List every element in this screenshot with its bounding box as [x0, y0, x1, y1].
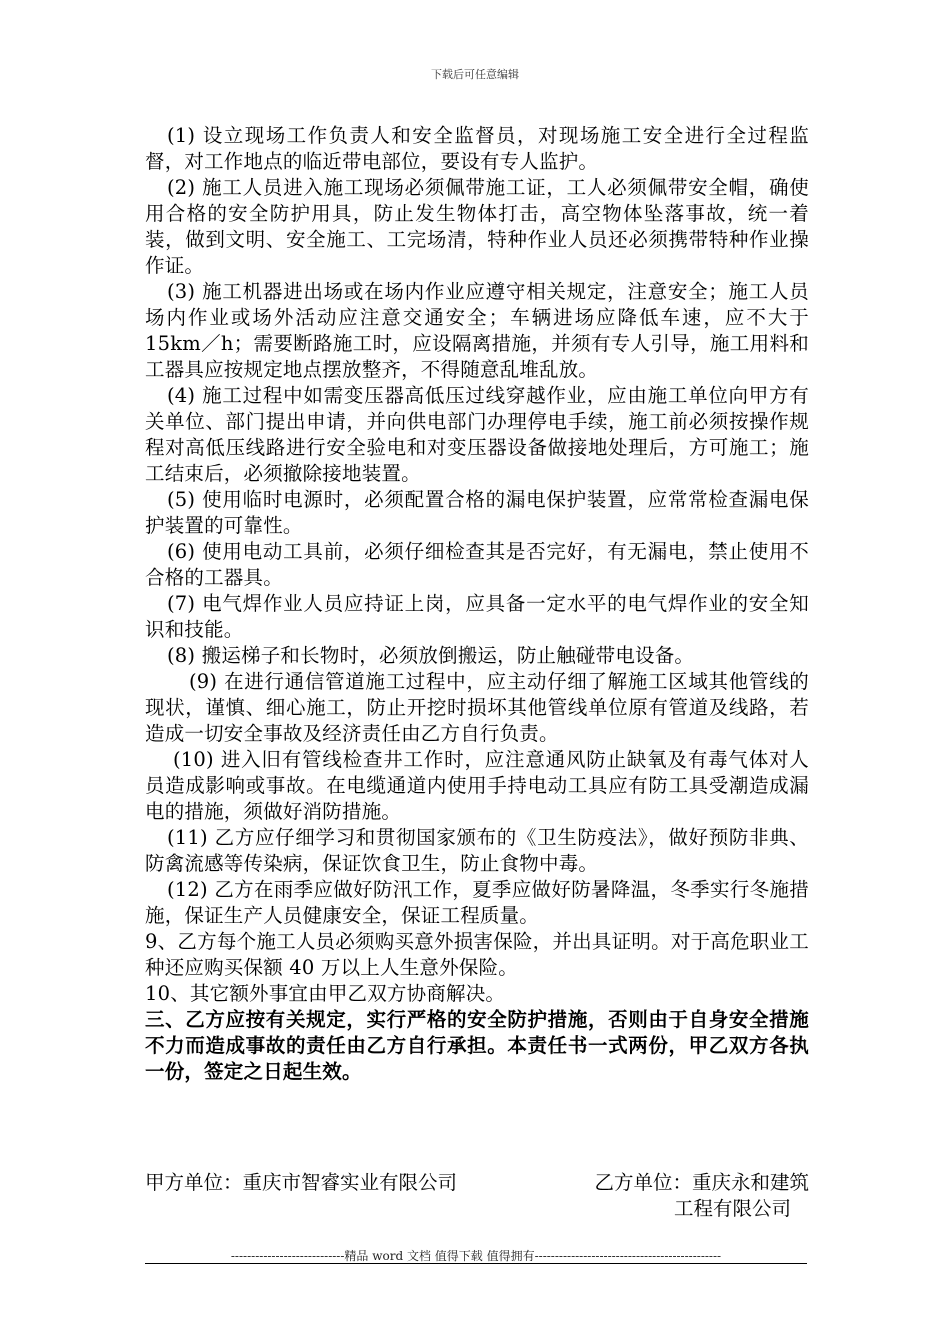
clause-8: (8) 搬运梯子和长物时，必须放倒搬运，防止触碰带电设备。: [167, 644, 695, 667]
page-footer: ----------------------------精品 word 文档 值得下载 值得拥有----------------------------------------------: [230, 1249, 722, 1263]
item-10-other: 10、其它额外事宜由甲乙双方协商解决。: [145, 982, 506, 1005]
footer-divider: [145, 1263, 807, 1264]
clause-7: (7) 电气焊作业人员应持证上岗，应具备一定水平的电气焊作业的安全知识和技能。: [145, 592, 809, 641]
signature-block: [145, 1170, 809, 1222]
clause-2: (2) 施工人员进入施工现场必须佩带施工证，工人必须佩带安全帽，确使用合格的安全防护用具，防止发生物体打击，高空物体坠落事故，统一着装，做到文明、安全施工、工完场清，特种作业人员还必须携带特种作业操作证。: [145, 176, 809, 277]
party-a: 甲方单位：重庆市智睿实业有限公司: [145, 1171, 458, 1194]
party-b-line2: 工程有限公司: [673, 1197, 791, 1220]
clause-12: (12) 乙方在雨季应做好防汛工作，夏季应做好防暑降温，冬季实行冬施措施，保证生产人员健康安全，保证工程质量。: [145, 878, 809, 927]
clause-1: (1) 设立现场工作负责人和安全监督员，对现场施工安全进行全过程监督，对工作地点的临近带电部位，要设有专人监护。: [145, 124, 809, 173]
clause-5: (5) 使用临时电源时，必须配置合格的漏电保护装置，应常常检查漏电保护装置的可靠性。: [145, 488, 809, 537]
clause-10: (10) 进入旧有管线检查井工作时，应注意通风防止缺氧及有毒气体对人员造成影响或事故。在电缆通道内使用手持电动工具应有防工具受潮造成漏电的措施，须做好消防措施。: [145, 748, 809, 823]
party-b-line1: 乙方单位：重庆永和建筑: [594, 1171, 809, 1194]
clause-6: (6) 使用电动工具前，必须仔细检查其是否完好，有无漏电，禁止使用不合格的工器具。: [145, 540, 809, 589]
item-9-insurance: 9、乙方每个施工人员必须购买意外损害保险，并出具证明。对于高危职业工种还应购买保额 40 万以上人生意外保险。: [145, 930, 809, 979]
section-3-bold: 三、乙方应按有关规定，实行严格的安全防护措施，否则由于自身安全措施不力而造成事故的责任由乙方自行承担。本责任书一式两份，甲乙双方各执一份，签定之日起生效。: [145, 1008, 809, 1083]
clause-9: (9) 在进行通信管道施工过程中，应主动仔细了解施工区域其他管线的现状，谨慎、细心施工，防止开挖时损坏其他管线单位原有管道及线路，若造成一切安全事故及经济责任由乙方自行负责。: [145, 670, 809, 745]
clause-3: (3) 施工机器进出场或在场内作业应遵守相关规定，注意安全；施工人员场内作业或场外活动应注意交通安全；车辆进场应降低车速，应不大于 15km／h；需要断路施工时，应设隔离措施，并须有专人引导，施工用料和工器具应按规定地点摆放整齐，不得随意乱堆乱放。: [145, 280, 809, 381]
page-header: 下载后可任意编辑: [431, 68, 519, 81]
document-body: [145, 123, 809, 1085]
clause-11: (11) 乙方应仔细学习和贯彻国家颁布的《卫生防疫法》，做好预防非典、防禽流感等传染病，保证饮食卫生，防止食物中毒。: [145, 826, 809, 875]
clause-4: (4) 施工过程中如需变压器高低压过线穿越作业，应由施工单位向甲方有关单位、部门提出申请，并向供电部门办理停电手续，施工前必须按操作规程对高低压线路进行安全验电和对变压器设备做接地处理后，方可施工；施工结束后，必须撤除接地装置。: [145, 384, 809, 485]
